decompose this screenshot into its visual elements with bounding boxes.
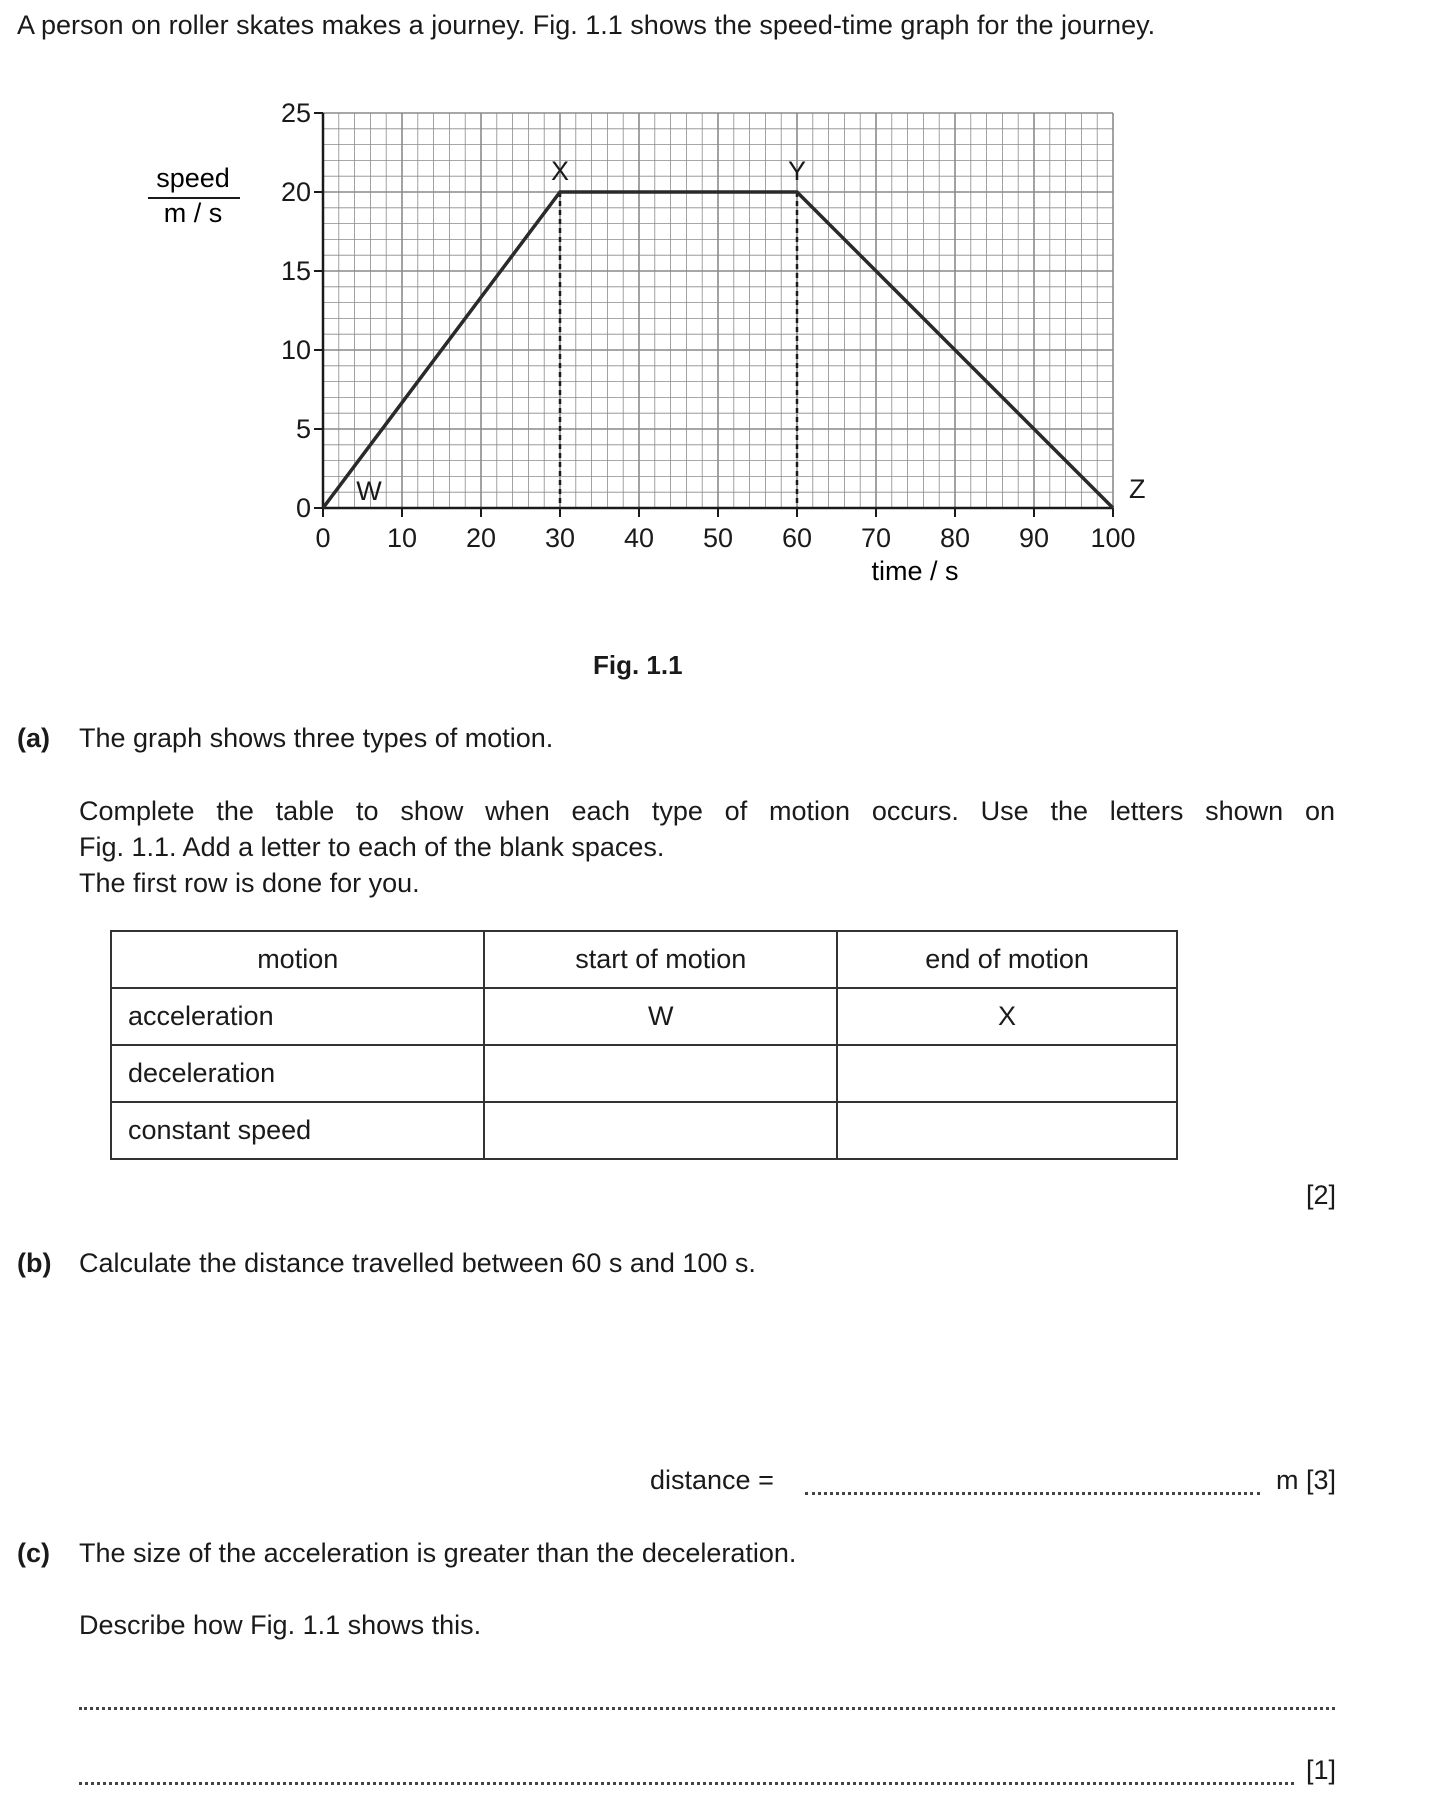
point-label-y: Y [787,156,807,186]
intro-text: A person on roller skates makes a journey. Fig. 1.1 shows the speed-time graph for the journey. [17,10,1156,40]
start-answer-cell[interactable] [484,1045,837,1102]
y-tick-label: 20 [280,177,311,207]
x-tick-label: 40 [623,523,655,553]
x-tick-label: 0 [315,523,331,553]
motion-name-cell: deceleration [111,1045,484,1102]
motion-table [110,930,1178,1160]
part-c-prompt: Describe how Fig. 1.1 shows this. [79,1610,482,1640]
table-row [111,988,1177,1045]
y-tick-label: 0 [295,493,311,523]
part-c-marks: [1] [1305,1755,1336,1785]
part-b-label: (b) [17,1248,52,1278]
y-tick-label: 15 [280,256,311,286]
speed-time-graph [0,0,1431,640]
table-header-cell: end of motion [837,931,1177,988]
part-a-text: The graph shows three types of motion. [79,723,554,753]
distance-answer-line[interactable] [805,1492,1260,1495]
point-label-z: Z [1129,474,1146,504]
x-tick-label: 100 [1090,523,1136,553]
distance-suffix: m [3] [1275,1465,1336,1495]
x-tick-label: 90 [1018,523,1050,553]
answer-line-1[interactable] [79,1707,1335,1710]
part-a-label: (a) [17,723,50,753]
start-answer-cell[interactable] [484,1102,837,1159]
x-tick-label: 70 [860,523,892,553]
y-tick-label: 25 [280,98,311,128]
table-row [111,1045,1177,1102]
instruction-line-3: The first row is done for you. [79,868,420,898]
distance-prefix: distance = [650,1465,774,1495]
table-header-cell: motion [111,931,484,988]
x-tick-label: 10 [386,523,418,553]
x-tick-label: 60 [781,523,813,553]
y-tick-label: 5 [295,414,311,444]
instruction-line-1: Complete the table to show when each type of motion occurs. Use the letters shown on [79,796,1335,826]
x-axis-label: time / s [871,556,959,586]
answer-line-2[interactable] [79,1782,1294,1785]
y-tick-label: 10 [280,335,311,365]
part-c-label: (c) [17,1538,50,1568]
x-tick-label: 30 [544,523,576,553]
x-tick-label: 50 [702,523,734,553]
x-tick-label: 20 [465,523,497,553]
motion-name-cell: acceleration [111,988,484,1045]
point-label-w: W [356,476,382,506]
x-tick-label: 80 [939,523,971,553]
figure-caption: Fig. 1.1 [593,650,683,680]
point-label-x: X [550,156,570,186]
part-a-marks: [2] [1305,1180,1336,1210]
table-header-cell: start of motion [484,931,837,988]
part-c-text: The size of the acceleration is greater than the deceleration. [79,1538,797,1568]
table-row [111,1102,1177,1159]
end-answer-cell[interactable] [837,1045,1177,1102]
part-a-instructions [79,793,1335,901]
motion-name-cell: constant speed [111,1102,484,1159]
end-answer-cell[interactable] [837,1102,1177,1159]
instruction-line-2: Fig. 1.1. Add a letter to each of the blank spaces. [79,832,665,862]
end-cell: X [837,988,1177,1045]
table-header-row [111,931,1177,988]
y-axis-label-top: speed [156,163,230,193]
y-axis-label-bottom: m / s [163,198,223,228]
start-cell: W [484,988,837,1045]
part-b-text: Calculate the distance travelled between 60 s and 100 s. [79,1248,756,1278]
